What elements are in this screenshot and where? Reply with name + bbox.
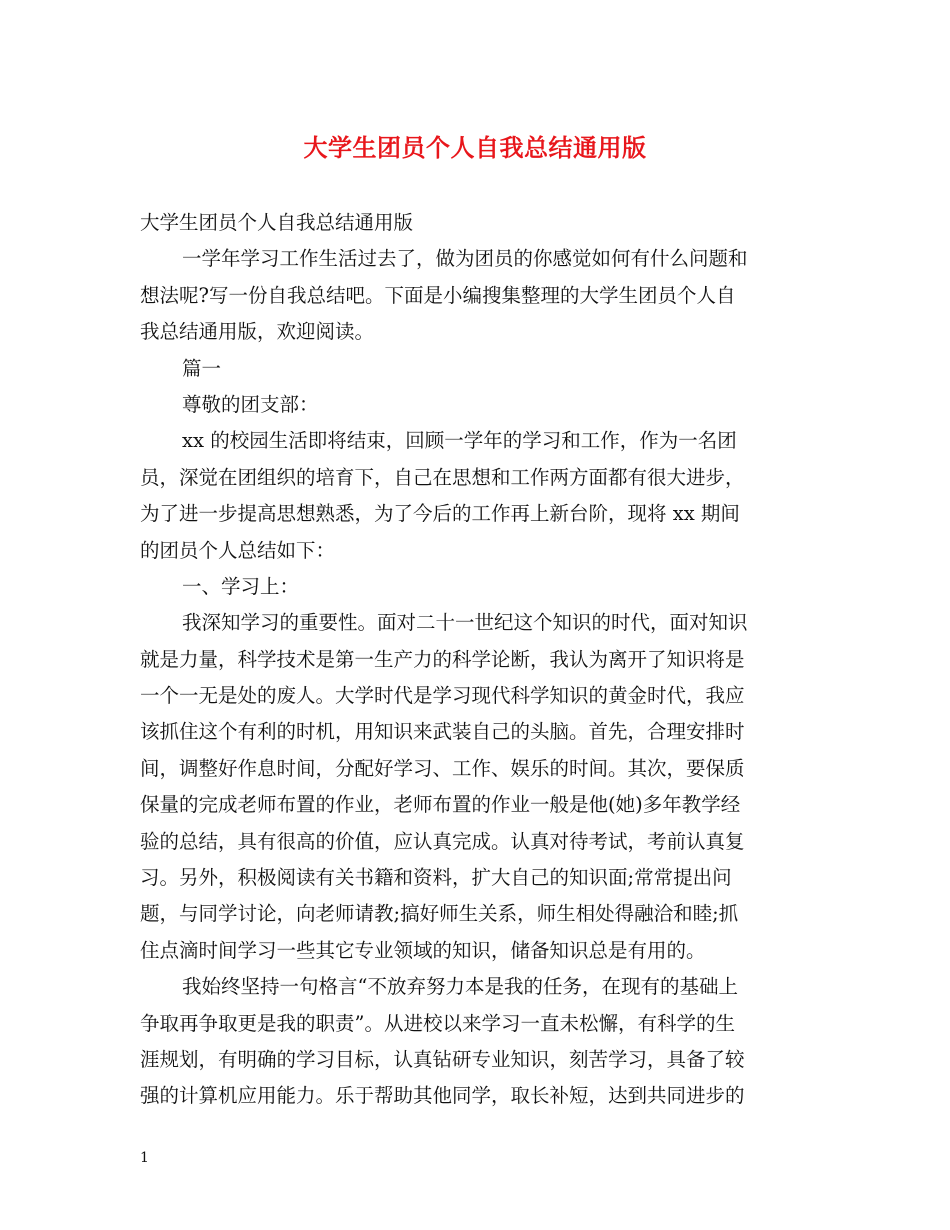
body-line: xx 的校园生活即将结束，回顾一学年的学习和工作，作为一名团 bbox=[182, 429, 737, 453]
body-line: 我深知学习的重要性。面对二十一世纪这个知识的时代，面对知识 bbox=[182, 611, 748, 635]
body-line: 涯规划，有明确的学习目标，认真钻研专业知识，刻苦学习，具备了较 bbox=[140, 1047, 745, 1071]
body-line: 间，调整好作息时间，分配好学习、工作、娱乐的时间。其次，要保质 bbox=[140, 756, 745, 780]
body-line: 尊敬的团支部： bbox=[182, 392, 319, 416]
body-line: 大学生团员个人自我总结通用版 bbox=[140, 211, 414, 234]
body-line: 住点滴时间学习一些其它专业领域的知识，储备知识总是有用的。 bbox=[140, 938, 706, 962]
body-line: 争取再争取更是我的职责”。从进校以来学习一直未松懈，有科学的生 bbox=[140, 1011, 735, 1035]
body-line: 验的总结，具有很高的价值，应认真完成。认真对待考试，考前认真复 bbox=[140, 829, 745, 853]
body-line: 想法呢?写一份自我总结吧。下面是小编搜集整理的大学生团员个人自 bbox=[140, 283, 736, 307]
body-line: 一个一无是处的废人。大学时代是学习现代科学知识的黄金时代，我应 bbox=[140, 684, 745, 708]
body-line: 题，与同学讨论，向老师请教;搞好师生关系，师生相处得融洽和睦;抓 bbox=[140, 902, 739, 926]
body-line: 就是力量，科学技术是第一生产力的科学论断，我认为离开了知识将是 bbox=[140, 647, 745, 671]
document-body bbox=[140, 205, 815, 1115]
body-line: 我始终坚持一句格言“不放弃努力本是我的任务，在现有的基础上 bbox=[182, 975, 738, 999]
body-line: 的团员个人总结如下： bbox=[140, 538, 336, 562]
body-line: 员，深觉在团组织的培育下，自己在思想和工作两方面都有很大进步， bbox=[140, 465, 745, 489]
body-line: 该抓住这个有利的时机，用知识来武装自己的头脑。首先，合理安排时 bbox=[140, 720, 745, 744]
body-line: 为了进一步提高思想熟悉，为了今后的工作再上新台阶，现将 xx 期间 bbox=[140, 502, 740, 526]
body-line: 一、学习上： bbox=[182, 574, 300, 598]
body-line: 一学年学习工作生活过去了，做为团员的你感觉如何有什么问题和 bbox=[182, 247, 748, 271]
page-number: 1 bbox=[140, 1150, 149, 1166]
body-line: 篇一 bbox=[182, 356, 222, 380]
body-line: 保量的完成老师布置的作业，老师布置的作业一般是他(她)多年教学经 bbox=[140, 793, 741, 817]
body-line: 习。另外，积极阅读有关书籍和资料，扩大自己的知识面;常常提出问 bbox=[140, 866, 732, 890]
body-line: 强的计算机应用能力。乐于帮助其他同学，取长补短，达到共同进步的 bbox=[140, 1084, 745, 1108]
document-title: 大学生团员个人自我总结通用版 bbox=[303, 133, 647, 162]
body-line: 我总结通用版，欢迎阅读。 bbox=[140, 320, 375, 344]
